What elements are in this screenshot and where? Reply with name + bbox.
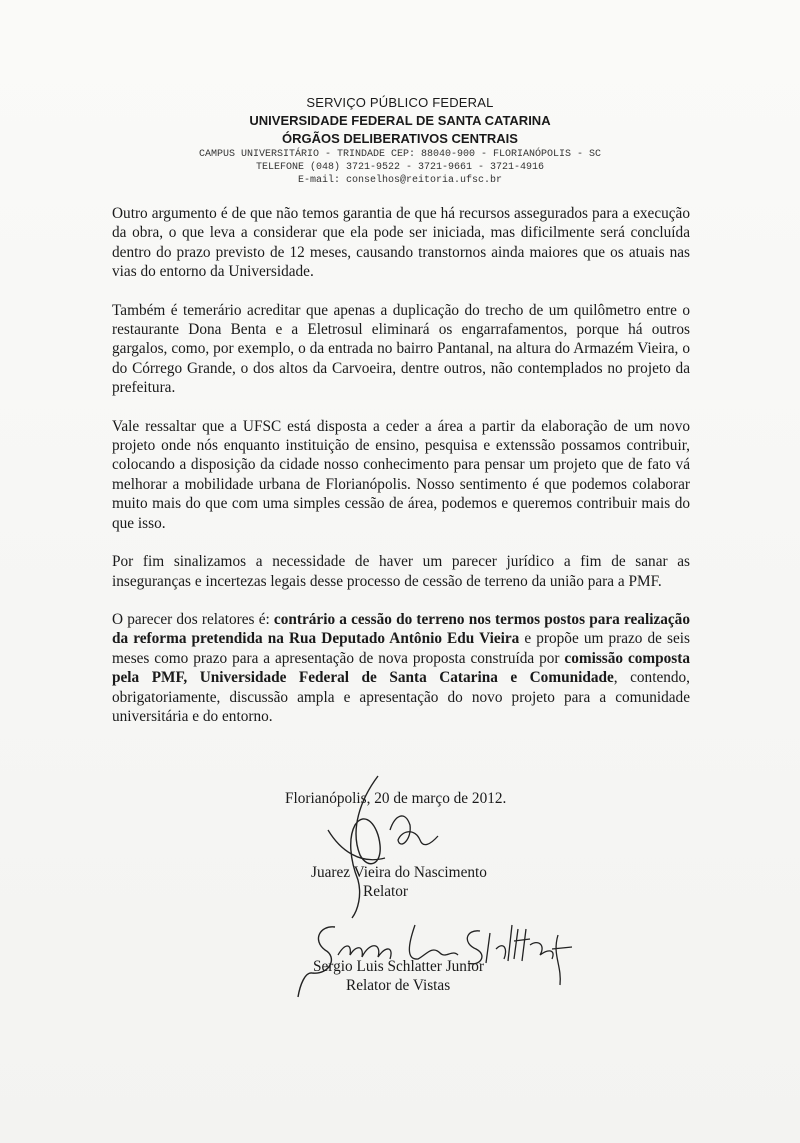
header-phone: TELEFONE (048) 3721-9522 - 3721-9661 - 3721-4916	[255, 162, 545, 173]
paragraph-4: Por fim sinalizamos a necessidade de haver um parecer jurídico a fim de sanar as inseguranças e incertezas legais desse processo de cessão de terreno da união para a PMF.	[112, 553, 690, 590]
p5-middle: e propõe um prazo de seis meses como prazo para a apresentação de nova proposta construída por	[112, 630, 690, 667]
p5-end: , contendo, obrigatoriamente, discussão ampla e apresentação do novo projeto para a comunidade universitária e do entorno.	[112, 669, 691, 725]
signatory-1	[311, 863, 487, 901]
paragraph-5	[112, 610, 690, 726]
letterhead	[0, 94, 800, 187]
paragraph-1: Outro argumento é de que não temos garantia de que há recursos assegurados para a execução da obra, o que leva a considerar que ela pode ser iniciada, mas dificilmente será concluída dentro do prazo previsto de 12 meses, causando transtornos ainda maiores que os atuais nas vias do entorno da Universidade.	[112, 205, 690, 281]
paragraph-3: Vale ressaltar que a UFSC está disposta a ceder a área a partir da elaboração de um novo projeto onde nós enquanto instituição de ensino, pesquisa e extenssão possamos contribuir, colocando a disposição da cidade nosso conhecimento para pensar um projeto que de fato vá melhorar a mobilidade urbana de Florianópolis. Nosso sentimento é que podemos colaborar muito mais do que com uma simples cessão de área, podemos e queremos contribuir mais do que isso.	[112, 417, 690, 532]
signatory-2	[313, 957, 484, 995]
signatory-2-role: Relator de Vistas	[346, 977, 451, 994]
date-line: Florianópolis, 20 de março de 2012.	[285, 790, 507, 807]
signatory-1-name: Juarez Vieira do Nascimento	[311, 864, 487, 881]
header-address: CAMPUS UNIVERSITÁRIO - TRINDADE CEP: 88040-900 - FLORIANÓPOLIS - SC	[198, 149, 602, 160]
signatory-2-name: Sergio Luis Schlatter Junior	[313, 958, 484, 975]
header-university: UNIVERSIDADE FEDERAL DE SANTA CATARINA	[249, 113, 551, 128]
signatory-1-role: Relator	[363, 883, 409, 900]
p5-commission: comissão composta pela PMF, Universidade Federal de Santa Catarina e Comunidade	[112, 649, 690, 687]
p5-verdict: contrário a cessão do terreno nos termos postos para realização da reforma pretendida na Rua Deputado Antônio Edu Vieira	[112, 610, 690, 648]
document-body	[112, 204, 690, 745]
header-service: SERVIÇO PÚBLICO FEDERAL	[306, 95, 494, 110]
p5-intro: O parecer dos relatores é:	[112, 610, 274, 628]
header-email: E-mail: conselhos@reitoria.ufsc.br	[297, 175, 503, 186]
header-organ: ÓRGÃOS DELIBERATIVOS CENTRAIS	[282, 131, 518, 146]
paragraph-2: Também é temerário acreditar que apenas a duplicação do trecho de um quilômetro entre o restaurante Dona Benta e a Eletrosul eliminará os engarrafamentos, porque há outros gargalos, como, por exemplo, o da entrada no bairro Pantanal, na altura do Armazém Vieira, o do Córrego Grande, o dos altos da Carvoeira, dentre outros, não contemplados no projeto da prefeitura.	[112, 301, 690, 397]
